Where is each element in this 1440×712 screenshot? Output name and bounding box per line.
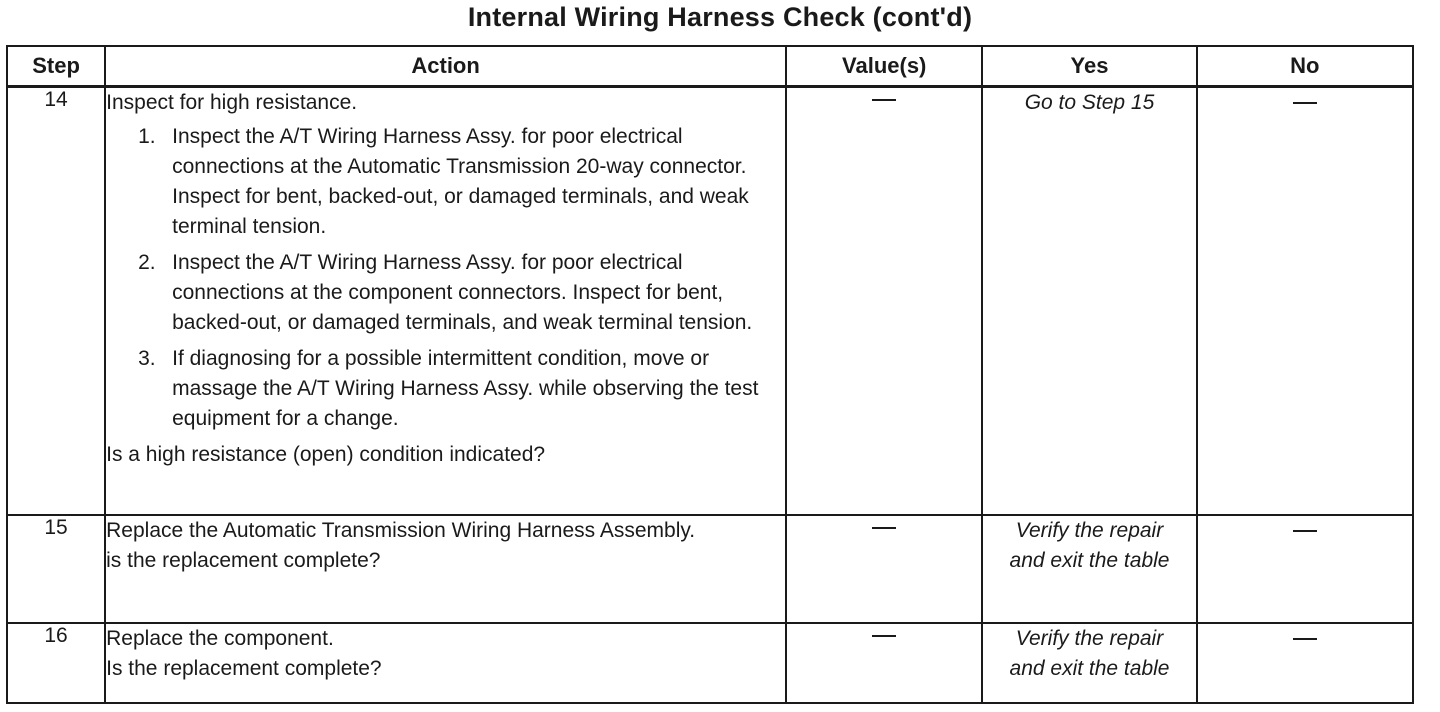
values-cell [786,515,982,623]
action-substeps [106,122,785,434]
value-dash [872,527,896,529]
column-header-yes: Yes [982,46,1196,87]
value-dash [872,635,896,637]
no-dash [1293,638,1317,640]
action-cell [105,87,786,515]
substep-number: 1. [138,125,156,148]
yes-cell [982,87,1196,515]
action-cell [105,515,786,623]
substep-text: If diagnosing for a possible intermittent condition, move or massage the A/T Wiring Harness Assy. while observing the test equipment for a change. [172,347,759,430]
table-row [7,623,1413,703]
substep-number: 3. [138,347,156,370]
substep-number: 2. [138,251,156,274]
values-cell [786,623,982,703]
no-cell [1197,515,1413,623]
values-cell [786,87,982,515]
step-number: 16 [7,623,105,703]
no-cell [1197,87,1413,515]
yes-action-line-2: and exit the table [1009,656,1170,680]
list-item [106,344,785,434]
page-title: Internal Wiring Harness Check (cont'd) [467,2,973,32]
action-question: is the replacement complete? [106,548,381,572]
yes-action-line-1: Verify the repair [1015,518,1164,542]
column-header-step: Step [7,46,105,87]
substep-text: Inspect the A/T Wiring Harness Assy. for poor electrical connections at the Automatic Transmission 20-way connector. Inspect for bent, backed-out, or damaged terminals, and weak terminal tension. [172,125,749,238]
table-header-row [7,46,1413,87]
list-item [106,248,785,338]
column-header-action: Action [105,46,786,87]
action-question: Is the replacement complete? [106,656,382,680]
yes-cell [982,515,1196,623]
action-intro: Replace the component. [106,626,334,650]
action-intro: Inspect for high resistance. [106,91,358,114]
step-number: 14 [7,87,105,515]
action-question: Is a high resistance (open) condition indicated? [106,443,546,466]
action-intro: Replace the Automatic Transmission Wiring Harness Assembly. [106,518,696,542]
list-item [106,122,785,242]
column-header-values: Value(s) [786,46,982,87]
yes-action-line-2: and exit the table [1009,548,1170,572]
no-dash [1293,530,1317,532]
value-dash [872,99,896,101]
yes-action: Go to Step 15 [1024,91,1155,114]
substep-text: Inspect the A/T Wiring Harness Assy. for poor electrical connections at the component connectors. Inspect for bent, backed-out, or damaged terminals, and weak terminal tension. [172,251,753,334]
yes-action-line-1: Verify the repair [1015,626,1164,650]
table-row [7,87,1413,515]
step-number: 15 [7,515,105,623]
no-cell [1197,623,1413,703]
column-header-no: No [1197,46,1413,87]
yes-cell [982,623,1196,703]
harness-check-table [6,45,1414,704]
no-dash [1293,102,1317,104]
table-row [7,515,1413,623]
action-cell [105,623,786,703]
